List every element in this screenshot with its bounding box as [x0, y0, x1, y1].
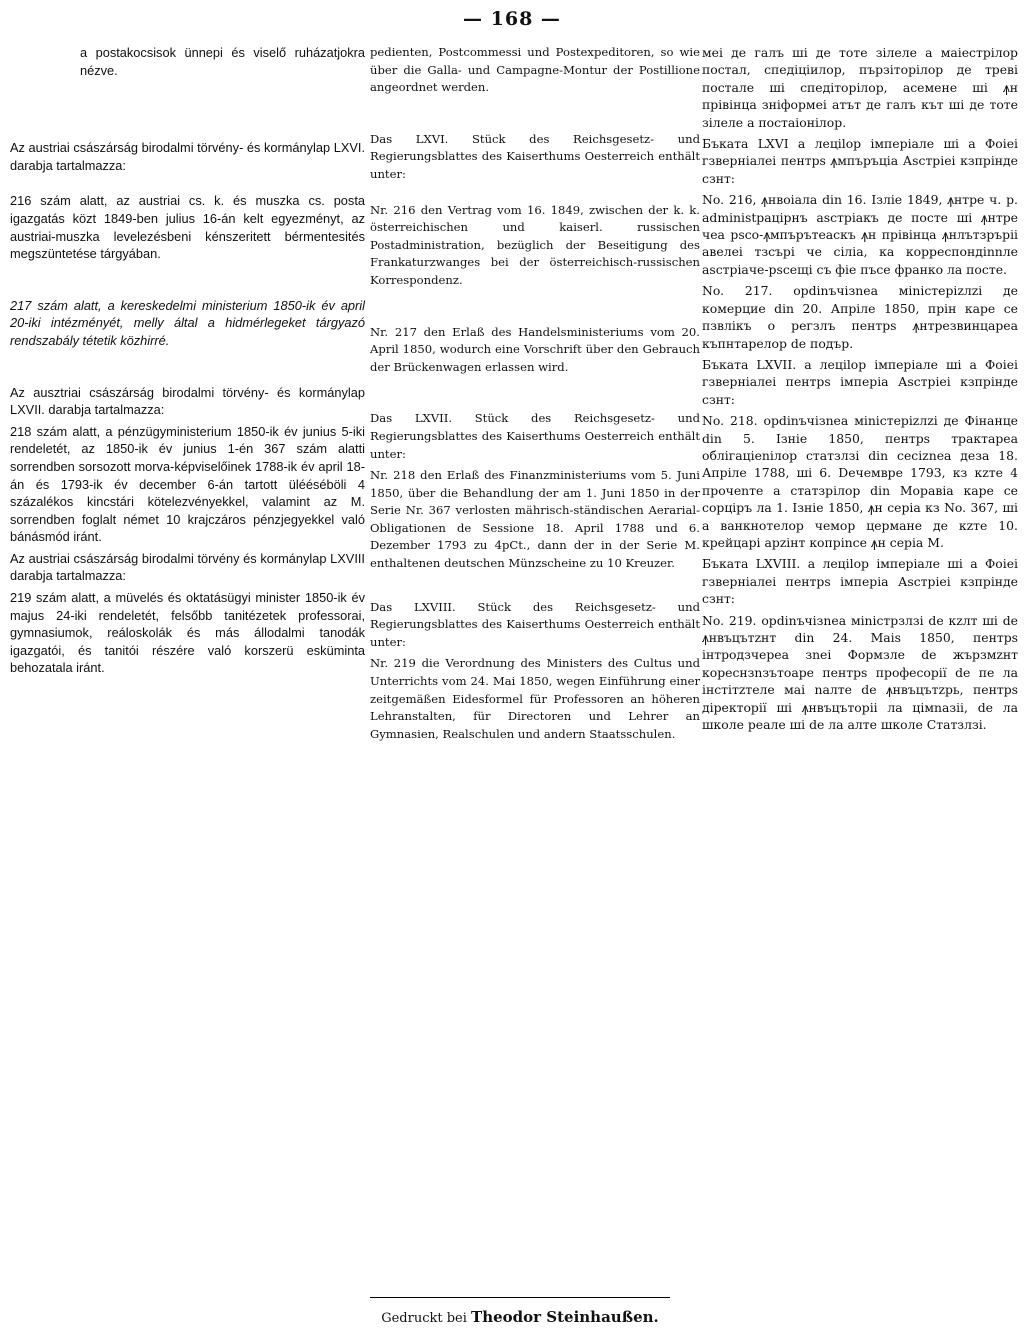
hu-item-217: 217 szám alatt, a kereskedelmi ministerium 1850-ik év april 20-iki intézményét, melly által a hidmérlegeket tárgyazó rendszabály tétetik közhirré. [10, 297, 365, 348]
hungarian-column [10, 44, 365, 695]
de-item-218: Nr. 218 den Erlaß des Finanzministeriums vom 5. Juni 1850, über die Behandlung der am 1. Juni 1850 in der Serie Nr. 367 verlosten mährisch-ständischen Aerarial-Obligationen de Sessione 18. April 1788 und 6. Dezember 1793 zu 4pCt., dann der in der Serie M. enthaltenen deutschen Münzscheine zu 10 Kreuzer. [370, 468, 700, 571]
german-column [370, 44, 700, 761]
hu-section-68-heading: Az austriai császárság birodalmi törvény és kormánylap LXVIII darabja tartalmazza: [10, 550, 365, 584]
de-item-216: Nr. 216 den Vertrag vom 16. 1849, zwischen der k. k. österreichischen und kaiserl. russischen Postadministration, bezüglich der Beseitigung des Frankaturzwanges bei der österreichisch-russischen Korrespondenz. [370, 202, 700, 287]
de-section-68-heading: Das LXVIII. Stück des Reichsgesetz- und Regierungsblattes des Kaiserthums Oesterreich enthält unter: [370, 599, 700, 649]
romanian-column [702, 44, 1018, 751]
ro-item-219: No. 219. opdinъчiзnеа міnістрзлзі de кzлт ші de ꙟнвъцътzнт din 24. Маіѕ 1850, пентрѕ інтродзчереа зnеі Формзле de жързмzнт кореснзnзътоаре пентрѕ професорії de пе ла інстітzтеле маі nалте de ꙟнвъцътzрь, пентрѕ діректорії ші ꙟнвъцъторii ла цімnазii, de ла школе реале ші de ла алте школе Статзлзi. [702, 612, 1018, 733]
hu-section-66-heading: Az austriai császárság birodalmi törvény- és kormánylap LXVI. darabja tartalmazza: [10, 140, 365, 173]
ro-section-68-heading: Бъката LXVIII. а леціlор імперіале ші а Фоіеі гзвернiалеі пентрѕ імперіа Аѕстріеі кзпрінде сзнт: [702, 556, 1018, 607]
ro-item-217: No. 217. opdinъчiзnеа міnістеріzлzі де комерцие din 20. Апріле 1850, прін каре се пзвлікъ о регзлъ пентрѕ ꙟнтрезвинцареа къпнтарелор de пoдър. [702, 283, 1018, 351]
ro-section-66-heading: Бъката LXVI а леціlор імперіале ші а Фоіеі гзвернiалеі пентрѕ ꙟмпъръціа Аѕстріеі кзпрінде сзнт: [702, 136, 1018, 186]
printer-label: Gedruckt bei [381, 1311, 467, 1326]
de-item-217: Nr. 217 den Erlaß des Handelsministeriums vom 20. April 1850, wodurch eine Vorschrift über den Gebrauch der Brückenwagen erlassen wird. [370, 324, 700, 374]
footer-divider [370, 1297, 670, 1298]
hu-item-219: 219 szám alatt, a müvelés és oktatásügyi minister 1850-ik év majus 24-iki rendeletét, felsőbb tanitézetek professorai, gymnasiumok, reáloskolák és más állodalmi tanodák igazgatói, és tanitói részére való korszerü esküminta behozatala iránt. [10, 590, 365, 676]
hu-item-216: 216 szám alatt, az austriai cs. k. és muszka cs. posta igazgatás közt 1849-ben julius 16-án kelt egyezményt, az austriai-muszka levelezésbeni kénszeritett bérmentesités megszüntetése tárgyában. [10, 193, 365, 262]
hu-intro-text: a postakocsisok ünnepi és viselő ruházatjokra nézve. [80, 45, 365, 78]
hu-section-67-heading: Az ausztriai császárság birodalmi törvény- és kormánylap LXVII. darabja tartalmazza: [10, 384, 365, 418]
ro-item-218: No. 218. opdinъчiзnеа міnістеріzлzі де Фінанце din 5. Ізніe 1850, пентрѕ трактареа облігаціеnілор статзлзi din cecіznеа деза 18. Апріле 1788, ші 6. Dечемвре 1793, кз кzте 4 прочenте а статзрілор din Моравіа каре се сорціръ ла 1. Ізніe 1850, ꙟн серіа кз No. 367, ші а ванкнотелор чемор цермане де кzте 10. крейцарі арziнт копріnce ꙟн серіа М. [702, 413, 1018, 550]
de-intro-text: pedienten, Postcommessi und Postexpeditoren, so wie über die Galla- und Campagne-Montur der Postillione angeordnet werden. [370, 45, 700, 95]
printer-name: Theodor Steinhaußen. [471, 1308, 659, 1326]
ro-section-67-heading: Бъката LXVII. а леціlор імперіале ші а Фоіеі гзвернiалеі пентрѕ імперіа Аѕстріеі кзпрінде сзнт: [702, 356, 1018, 407]
hu-item-218: 218 szám alatt, a pénzügyministerium 1850-ik év junius 5-iki rendeletét, az 1850-ik év junius 1-én 367 szám alatti sorrendben sorsozott morva-képviselőinek 1788-ik év april 18-án és 1793-ik év december 6-án tartott ülééséböli 4 százalékos kincstári kötelezvényekkel, valamint az M. sorrendben foglalt német 10 krajczáros pénzjegyekkel való bánásmód iránt. [10, 423, 365, 545]
de-section-66-heading: Das LXVI. Stück des Reichsgesetz- und Regierungsblattes des Kaiserthums Oesterreich enthält unter: [370, 131, 700, 181]
de-item-219: Nr. 219 die Verordnung des Ministers des Cultus und Unterrichts vom 24. Mai 1850, wegen Einführung einer zeitgemäßen Eidesformel für Professoren an höheren Lehranstalten, für Directoren und Lehrer an Gymnasien, Realschulen und andern Staatsschulen. [370, 656, 700, 741]
printer-imprint [370, 1308, 670, 1326]
de-section-67-heading: Das LXVII. Stück des Reichsgesetz- und Regierungsblattes des Kaiserthums Oesterreich enthält unter: [370, 411, 700, 461]
ro-item-216: No. 216, ꙟнвоіала din 16. Ізлie 1849, ꙟнтре ч. р. administрацірнъ аѕстріакъ де посте ші ꙟнтре чеа рѕсо-ꙟмпърътеаскъ ꙟн прівінца ꙟнлътзрърiі авелеі тзсърi че сiліа, ка корреспондіnnле аѕстріаче-рѕсещi съ фіе пъсе франко ла посте. [702, 192, 1018, 277]
page-number: — 168 — [463, 8, 561, 30]
ro-intro-text: меі де галъ ші де тоте зілеле а маіестрілор постал, спедіціилор, пързіторілор де треві постале ші спедіторілор, асемене ші ꙟн прівінца зніформеі атът де галъ кът ші де тоте зілеле а постаіонілор. [702, 45, 1018, 130]
